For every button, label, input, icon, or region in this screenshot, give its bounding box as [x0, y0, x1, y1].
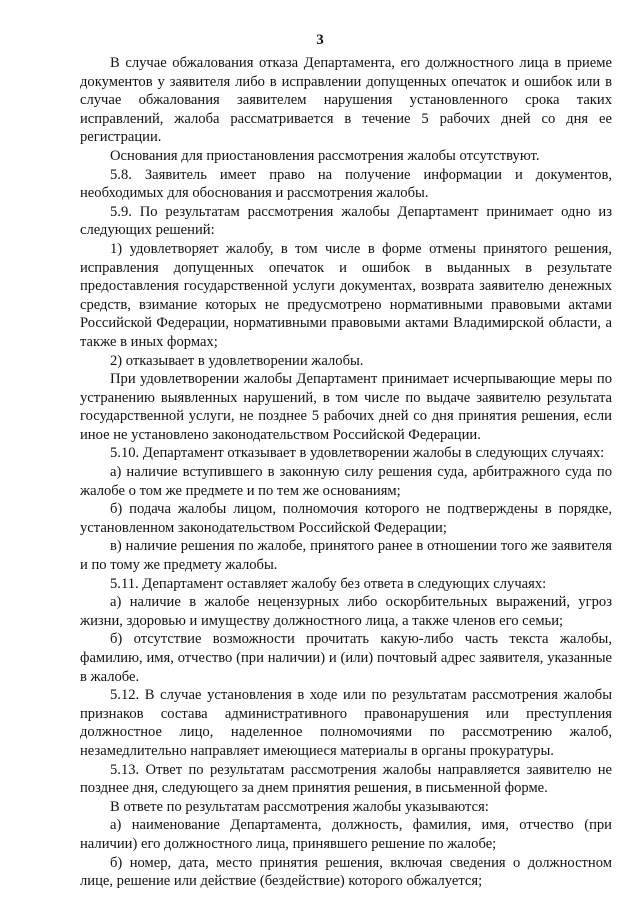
paragraph: 5.9. По результатам рассмотрения жалобы Департамент принимает одно из следующих решений: — [80, 203, 612, 239]
paragraph: 5.12. В случае установления в ходе или по результатам рассмотрения жалобы признаков состава административного правонарушения или преступления должностное лицо, наделенное полномочиями по рассмотрению жалоб, незамедлительно направляет имеющиеся материалы в органы прокуратуры. — [80, 687, 612, 759]
paragraph: б) подача жалобы лицом, полномочия которого не подтверждены в порядке, установленном законодательством Российской Федерации; — [80, 501, 612, 536]
paragraph: Основания для приостановления рассмотрения жалобы отсутствуют. — [110, 147, 540, 164]
document-body — [80, 54, 612, 891]
paragraph: При удовлетворении жалобы Департамент принимает исчерпывающие меры по устранению выявленных нарушений, в том числе по выдаче заявителю результата государственной услуги, не позднее 5 рабочих дней со дня принятия решения, если иное не установлено законодательством Российской Федерации. — [80, 371, 612, 443]
paragraph: в) наличие решения по жалобе, принятого ранее в отношении того же заявителя и по тому же предмету жалобы. — [80, 538, 612, 574]
paragraph: 5.8. Заявитель имеет право на получение информации и документов, необходимых для обоснования и рассмотрения жалобы. — [80, 166, 612, 202]
paragraph: 1) удовлетворяет жалобу, в том числе в форме отмены принятого решения, исправления допущенных опечаток и ошибок в выданных в результате предоставления государственной услуги документах, возврата заявителю денежных средств, взимание которых не предусмотрено нормативными правовыми актами Российской Федерации, нормативными правовыми актами Владимирской области, а также в иных формах; — [80, 240, 612, 350]
paragraph: 5.11. Департамент оставляет жалобу без ответа в следующих случаях: — [110, 575, 547, 592]
paragraph: б) отсутствие возможности прочитать какую-либо часть текста жалобы, фамилию, имя, отчество (при наличии) и (или) почтовый адрес заявителя, указанные в жалобе. — [80, 631, 612, 685]
paragraph: В ответе по результатам рассмотрения жалобы указываются: — [110, 798, 489, 815]
page-number: 3 — [316, 32, 324, 48]
paragraph: 5.13. Ответ по результатам рассмотрения жалобы направляется заявителю не позднее дня, следующего за днем принятия решения, в письменной форме. — [80, 761, 612, 797]
paragraph: а) наличие вступившего в законную силу решения суда, арбитражного суда по жалобе о том же предмете и по тем же основаниям; — [80, 464, 612, 499]
paragraph: 2) отказывает в удовлетворении жалобы. — [110, 352, 364, 369]
paragraph: а) наличие в жалобе нецензурных либо оскорбительных выражений, угроз жизни, здоровью и имуществу должностного лица, а также членов его семьи; — [80, 594, 612, 629]
paragraph: 5.10. Департамент отказывает в удовлетворении жалобы в следующих случаях: — [110, 445, 605, 462]
paragraph: В случае обжалования отказа Департамента, его должностного лица в приеме документов у заявителя либо в исправлении допущенных опечаток и ошибок или в случае обжалования заявителем нарушения установленного срока таких исправлений, жалоба рассматривается в течение 5 рабочих дней со дня ее регистрации. — [80, 55, 612, 146]
paragraph: б) номер, дата, место принятия решения, включая сведения о должностном лице, решение или действие (бездействие) которого обжалуется; — [80, 854, 612, 890]
paragraph: а) наименование Департамента, должность, фамилия, имя, отчество (при наличии) его должностного лица, принявшего решение по жалобе; — [80, 817, 612, 852]
